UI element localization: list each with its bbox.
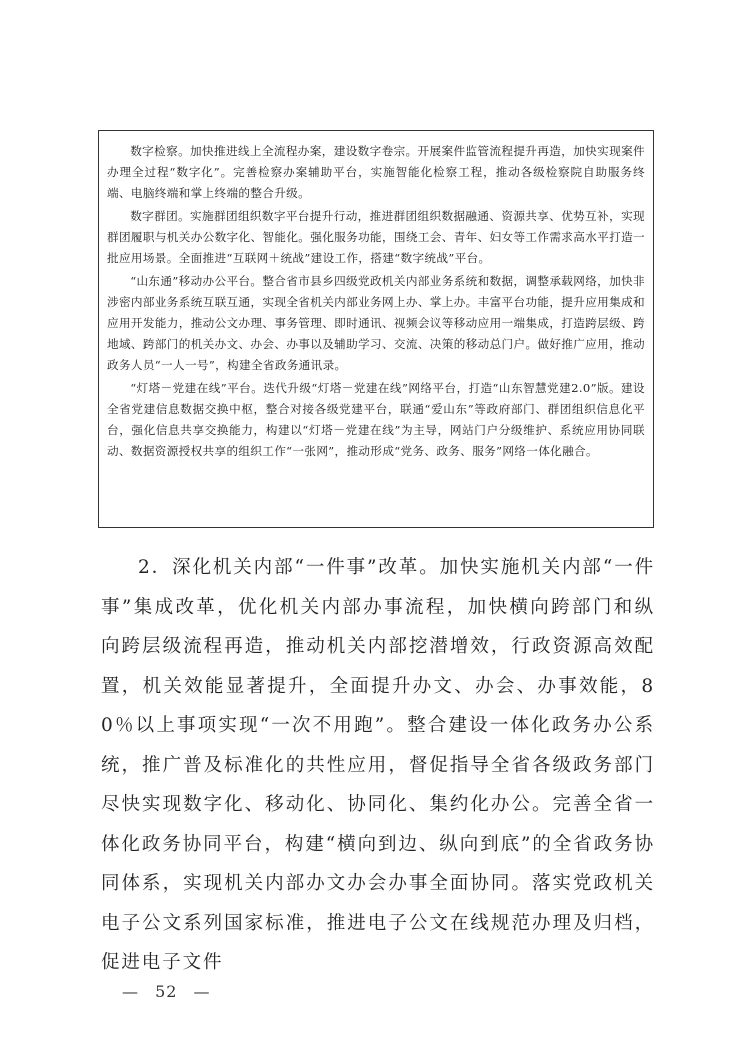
box-paragraph-lighthouse-party-platform: “灯塔－党建在线”平台。迭代升级“灯塔－党建在线”网络平台，打造“山东智慧党建2.0”版。建设全省党建信息数据交换中枢，整合对接各级党建平台，联通“爱山东”等政府部门、群团组织信息化平台，强化信息共享交换能力，构建以“灯塔－党建在线”为主导，网站门户分级维护、系统应用协同联动、数据资源授权共享的组织工作“一张网”，推动形成“党务、政务、服务”网络一体化融合。 [107,381,645,458]
box-paragraph-digital-mass-organizations: 数字群团。实施群团组织数字平台提升行动，推进群团组织数据融通、资源共享、优势互补，实现群团履职与机关办公数字化、智能化。强化服务功能，围绕工会、青年、妇女等工作需求高水平打造一批应用场景。全面推进“互联网＋统战”建设工作，搭建“数字统战”平台。 [107,209,645,265]
body-paragraph: 2．深化机关内部“一件事”改革。加快实施机关内部“一件事”集成改革，优化机关内部办事流程，加快横向跨部门和纵向跨层级流程再造，推动机关内部挖潜增效，行政资源高效配置，机关效能显著提升，全面提升办文、办会、办事效能，80％以上事项实现“一次不用跑”。整合建设一体化政务办公系统，推广普及标准化的共性应用，督促指导全省各级政务部门尽快实现数字化、移动化、协同化、集约化办公。完善全省一体化政务协同平台，构建“横向到边、纵向到底”的全省政务协同体系，实现机关内部办文办会办事全面协同。落实党政机关电子公文系列国家标准，推进电子公文在线规范办理及归档，促进电子文件 [101,557,655,973]
box-paragraph-digital-procuratorate: 数字检察。加快推进线上全流程办案，建设数字卷宗。开展案件监管流程提升再造，加快实现案件办理全过程“数字化”。完善检察办案辅助平台，实施智能化检察工程，推动各级检察院自助服务终端、电脑终端和掌上终端的整合升级。 [107,144,645,200]
footer-dash-right: — [193,982,211,1001]
page-number: 52 [155,982,178,1001]
boxed-text-panel [98,130,654,528]
box-paragraph-shandongtong-platform: “山东通”移动办公平台。整合省市县乡四级党政机关内部业务系统和数据，调整承载网络，加快非涉密内部业务系统互联互通，实现全省机关内部业务网上办、掌上办。丰富平台功能，提升应用集成和应用开发能力，推动公文办理、事务管理、即时通讯、视频会议等移动应用一端集成，打造跨层级、跨地域、跨部门的机关办文、办会、办事以及辅助学习、交流、决策的移动总门户。做好推广应用，推动政务人员“一人一号”，构建全省政务通讯录。 [107,274,645,372]
page-number-footer [112,982,221,1001]
footer-dash-left: — [122,982,139,1001]
